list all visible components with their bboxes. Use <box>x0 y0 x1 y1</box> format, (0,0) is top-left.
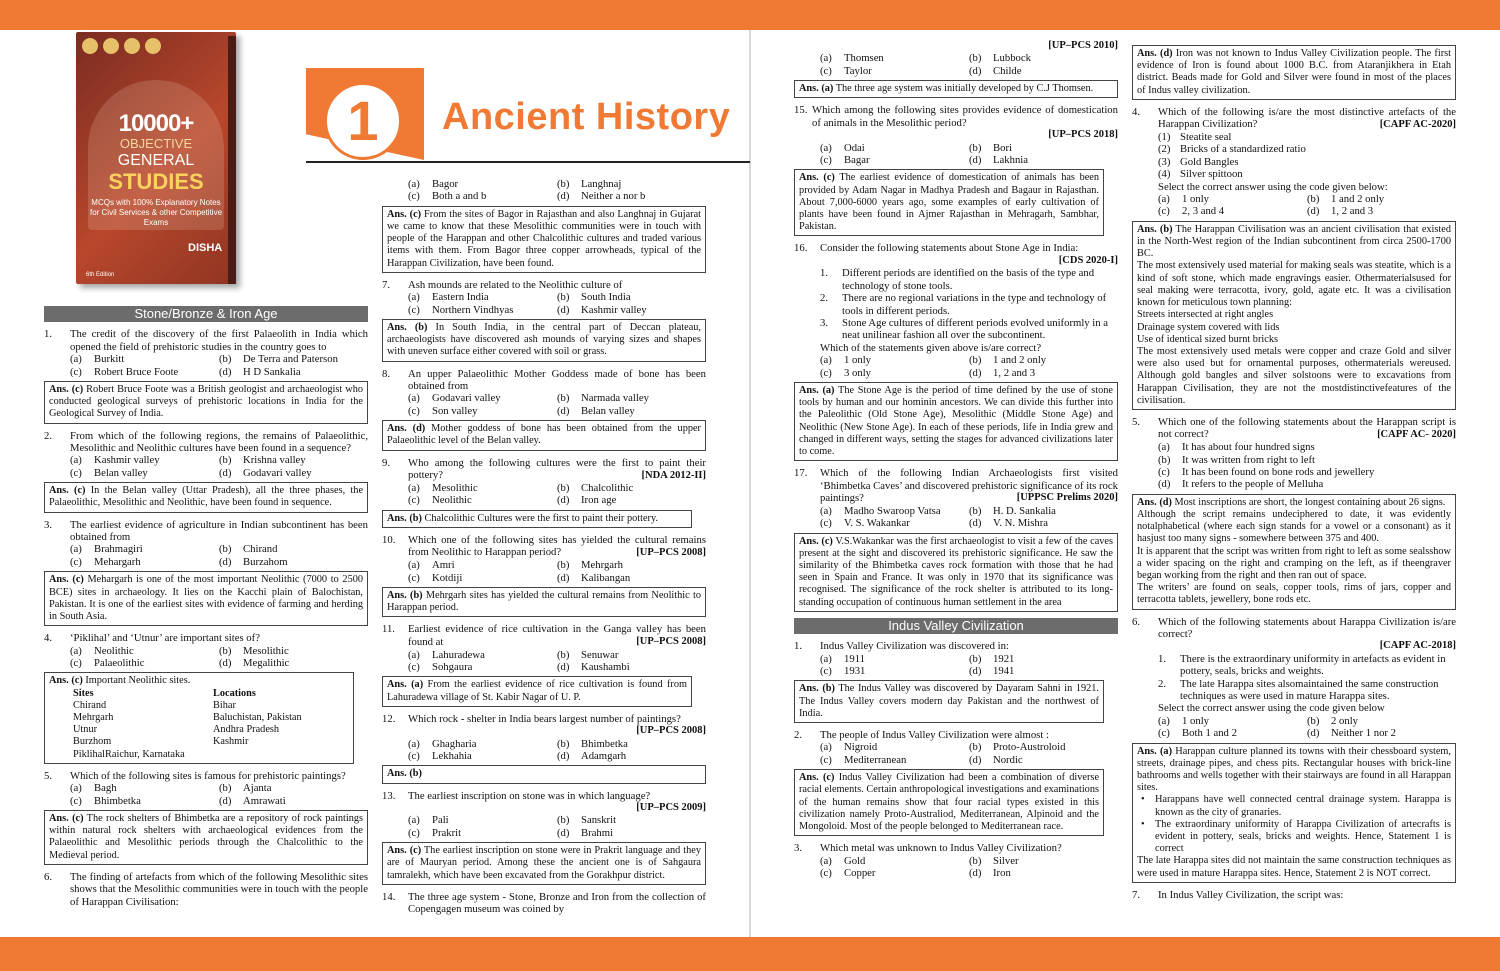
question-text: Which rock - shelter in India bears largest number of paintings? <box>408 712 681 725</box>
option-b: Silver <box>993 854 1019 867</box>
option-b: Sanskrit <box>581 814 617 827</box>
exam-source: [UP–PCS 2010] <box>1048 40 1118 51</box>
question-16: 16. Consider the following statements about Stone Age in India: [CDS 2020-I] 1. Different periods are identified on the basis of the type and technology of stone tools. 2. There are no regional variations in the type and technology of tools in different periods. 3. Stone Age cultures of different periods evolved uniformly in a neat unilinear fashion all over the subcontinent. Which of the statements given above is/are correct? (a) 1 only (b) 1 and 2 only (c) 3 only (d) 1, 2 and 3 Ans. (a) The Stone Age is the period of time defined by the use of stone tools by human and our hominin ancestors. We can divide this further into the Paleolithic (Old Stone Age), Mesolithic (Middle Stone Age) and Neolithic (New Stone Age). In each of these periods, life in India grew and changed in different ways, setting the stages for advanced civilizations later to come. <box>794 242 1118 461</box>
option-d: Lakhnia <box>993 154 1029 167</box>
question-text: From which of the following regions, the remains of Palaeolithic, Mesolithic and Neolithic cultures have been found in a sequence? <box>70 429 368 455</box>
question-7: 7. Ash mounds are related to the Neolithic culture of (a) Eastern India (b) South India (c) Northern Vindhyas (d) Kashmir valley Ans. (b) In South India, in the central part of Deccan plateau, archaeologists have discovered ash mounds of varying sizes and shapes with uneven surface either covered with soil or grass. <box>382 279 706 362</box>
option-a: 1911 <box>844 652 865 665</box>
option-d: 1941 <box>993 665 1015 678</box>
answer-box: Ans. (b) Chalcolithic Cultures were the first to paint their pottery. <box>382 510 692 528</box>
answer-box: Ans. (d) Most inscriptions are short, the longest containing about 26 signs. Although the script remains undeciphered to date, it was evidently notalphabetical (where each sign stands for a vowel or a consonant) as it hasjust too many signs - somewhere between 375 and 400. It is apparent that the script was written from right to left as some sealsshow a wider spacing on the right and cramping on the left, as if theengraver began working from the right and then ran out of space. The writers’ are found on seals, copper tools, rims of jars, copper and terracotta tablets, jewellery, bone rods etc. <box>1132 494 1456 610</box>
option-b: H. D. Sankalia <box>993 504 1056 517</box>
answer-box: Ans. (a) The three age system was initially developed by C.J Thomsen. <box>794 80 1118 98</box>
question-11: 11. Earliest evidence of rice cultivation in the Ganga valley has been found at [UP–PCS 2008] (a) Lahuradewa (b) Senuwar (c) Sohgaura (d) Kaushambi Ans. (a) From the earliest evidence of rice cultivation is found from Lahuradewa village of St. Kabir Nagar of U. P. <box>382 623 706 706</box>
option-c: 3 only <box>844 366 872 379</box>
option-b: 2 only <box>1331 714 1359 727</box>
question-17: 17. Which of the following Indian Archaeologists first visited ‘Bhimbetka Caves’ and discovered prehistoric significance of its rock paintings? [UPPSC Prelims 2020] (a) Madho Swaroop Vatsa (b) H. D. Sankalia (c) V. S. Wakankar (d) V. N. Mishra Ans. (c) V.S.Wakankar was the first archaeologist to visit a few of the caves present at the sight and discovered its prehistoric significance. He saw the similarity of the Bhimbetka caves rock formation with those that he had seen in Spain and France. It was only in 1970 that its significance was recognised. The significance of the rock shelter is attributed to its long-standing occupation of continuous human settlement in the area <box>794 467 1118 612</box>
book-cover-image <box>76 32 236 284</box>
option-a: Gold <box>844 854 866 867</box>
option-c: Taylor <box>844 64 872 77</box>
answer-box: Ans. (c) The earliest evidence of domestication of animals has been provided by Adam Nagar in Madhya Pradesh and Bagaur in Rajasthan. About 7,000-6000 years ago, some examples of early cultivation of plants have been found in Ajmer Rajasthan in Mehragarh, Sambhar, Pakistan. <box>794 169 1104 236</box>
answer-box: Ans. (b) The Indus Valley was discovered by Dayaram Sahni in 1921. The Indus Valley covers modern day Pakistan and the northwest of India. <box>794 680 1104 723</box>
option-d: Belan valley <box>581 404 635 417</box>
question-15: 15. Which among the following sites provides evidence of domestication of animals in the Mesolithic period? [UP–PCS 2018] (a) Odai (b) Bori (c) Bagar (d) Lakhnia Ans. (c) The earliest evidence of domestication of animals has been provided by Adam Nagar in Madhya Pradesh and Bagaur in Rajasthan. About 7,000-6000 years ago, some examples of early cultivation of plants have been found in Ajmer Rajasthan in Mehragarh, Sambhar, Pakistan. <box>794 104 1118 236</box>
answer-box: Ans. (c) Mehargarh is one of the most important Neolithic (7000 to 2500 BCE) sites in archaeology. It lies on the Kacchi plain of Balochistan, Pakistan. It is one of the earliest sites with evidence of farming and herding in South Asia. <box>44 571 368 626</box>
chapter-number: 1 <box>324 82 402 160</box>
option-a: Neolithic <box>94 644 134 657</box>
question-text: Which metal was unknown to Indus Valley Civilization? <box>820 842 1062 855</box>
question-text: The finding of artefacts from which of the following Mesolithic sites shows that the Mesolithic communities were in touch with the people of Harappan Civilisation: <box>70 870 368 908</box>
exam-source: [NDA 2012-II] <box>641 469 706 481</box>
section-heading-stone-age: Stone/Bronze & Iron Age <box>44 306 368 322</box>
option-d: Iron age <box>581 494 617 507</box>
bullet-icon: • <box>1141 794 1145 806</box>
option-d: Kalibangan <box>581 571 631 584</box>
cover-count: 10000+ <box>118 110 194 137</box>
question-text: The three age system - Stone, Bronze and Iron from the collection of Copengagen museum was coined by <box>408 890 706 916</box>
option-b: 1 and 2 only <box>1331 193 1385 206</box>
option-c: Mediterranean <box>844 753 907 766</box>
question-text: Who among the following cultures were the first to paint their pottery? <box>408 456 706 482</box>
option-d: Childe <box>993 64 1022 77</box>
question-text: Earliest evidence of rice cultivation in the Ganga valley has been found at <box>408 623 706 648</box>
answer-box: Ans. (a) Harappan culture planned its towns with their chessboard system, streets, drainage pipes, and chess pits. Rectangular houses with brick-line bathrooms and wells together with their stairways are found in all Harappan sites. • Harappans have well connected central drainage system. Harappa is known as the city of granaries. • The extraordinary uniformity of Harappa Civilization of artecrafts is evident in pottery, seals, bricks and weights. Hence, Statement 1 is correct The late Harappa sites did not maintain the same construction techniques as were used in mature Harappa sites. Hence, Statement 2 is NOT correct. <box>1132 743 1456 883</box>
option-b: Ajanta <box>243 782 272 795</box>
question-text: The credit of the discovery of the first Palaeolith in India which opened the field of prehistoric studies in the country goes to <box>70 328 368 353</box>
question-text: The earliest evidence of agriculture in Indian subcontinent has been obtained from <box>70 518 368 544</box>
iv-question-1: 1. Indus Valley Civilization was discovered in: (a) 1911 (b) 1921 (c) 1931 (d) 1941 Ans. (b) The Indus Valley was discovered by Dayaram Sahni in 1921. The Indus Valley covers modern day Pakistan and the northwest of India. <box>794 640 1118 723</box>
option-b: Mehrgarh <box>581 559 623 572</box>
answer-box: Ans. (c) Indus Valley Civilization had been a combination of diverse racial elements. Certain anthropological investigations and examinations of the human remains show that four racial types existed in this civilization namely Proto-Australiod, Mediterranean, Alpinoid and the Mongoloid. Most of the people belonged to Mediterranean race. <box>794 769 1104 836</box>
exam-source: [UP–PCS 2008] <box>636 546 706 558</box>
option-b: Chalcolithic <box>581 481 634 494</box>
option-b: South India <box>581 291 631 304</box>
column-2 <box>382 178 706 921</box>
exam-source: [CAPF AC- 2020] <box>1377 428 1456 440</box>
question-4: 4. ‘Piklihal’ and ‘Utnur’ are important sites of? (a) Neolithic (b) Mesolithic (c) Palaeolithic (d) Megalithic Ans. (c) Important Neolithic sites. Sites Locations Chirand Bihar Mehrgarh Baluchistan, Pakistan Utnur Andhra Pradesh Burzhom Kashmir PiklihalRaichur, Karnataka <box>44 632 368 764</box>
exam-source: [UP–PCS 2018] <box>1048 129 1118 141</box>
answer-box: Ans. (c) Robert Bruce Foote was a British geologist and archaeologist who conducted geological surveys of prehistoric locations in India for the Geological Survey of India. <box>44 381 368 424</box>
statement-1: Different periods are identified on the basis of the type and technology of stone tools. <box>842 267 1095 292</box>
option-c: Belan valley <box>94 466 148 479</box>
question-5: 5. Which of the following sites is famous for prehistoric paintings? (a) Bagh (b) Ajanta (c) Bhimbetka (d) Amrawati Ans. (c) The rock shelters of Bhimbetka are a repository of rock paintings within natural rock shelters with archaeological evidences from the Palaeolithic and Mesolithic periods through the Chalcolithic to the Medieval period. <box>44 770 368 865</box>
sites-table: Sites Locations Chirand Bihar Mehrgarh Baluchistan, Pakistan Utnur Andhra Pradesh Burzhom Kashmir PiklihalRaichur, Karnataka <box>73 687 302 760</box>
question-2: 2. From which of the following regions, the remains of Palaeolithic, Mesolithic and Neolithic cultures have been found in a sequence? (a) Kashmir valley (b) Krishna valley (c) Belan valley (d) Godavari valley Ans. (c) In the Belan valley (Uttar Pradesh), all the three phases, the Palaeolithic, Mesolithic and Neolithic, have been found in sequence. <box>44 430 368 513</box>
question-10: 10. Which one of the following sites has yielded the cultural remains from Neolithic to Harappan period? [UP–PCS 2008] (a) Amri (b) Mehrgarh (c) Kotdiji (d) Kalibangan Ans. (b) Mehrgarh sites has yielded the cultural remains from Neolithic to Harappan period. <box>382 534 706 617</box>
iv-question-3: 3. Which metal was unknown to Indus Valley Civilization? (a) Gold (b) Silver (c) Copper (d) Iron <box>794 842 1118 879</box>
publisher-logo: DISHA <box>188 242 223 254</box>
cover-edition: 6th Edition <box>86 272 115 278</box>
option-a: Kashmir valley <box>94 454 160 467</box>
iv-question-6: 6. Which of the following statements about Harappa Civilization is/are correct? [CAPF AC-2018] 1. There is the extraordinary uniformity in artefacts as evident in pottery, seals, bricks and weights. 2. The late Harappa sites alsomaintained the same construction techniques as were used in mature Harappa sites. Select the correct answer using the code given below (a) 1 only (b) 2 only (c) Both 1 and 2 (d) Neither 1 nor 2 Ans. (a) Harappan culture planned its towns with their chessboard system, streets, drainage pipes, and chess pits. Rectangular houses with brick-line bathrooms and wells together with their stairways are found in all Harappan sites. • Harappans have well connected central drainage system. Harappa is known as the city of granaries. • The extraordinary uniformity of Harappa Civilization of artecrafts is evident in pottery, seals, bricks and weights. Hence, Statement 1 is correct The late Harappa sites did not maintain the same construction techniques as were used in mature Harappa sites. Hence, Statement 2 is NOT correct. <box>1132 616 1456 883</box>
option-b: Lubbock <box>993 52 1031 65</box>
answer-box: Ans. (d) Mother goddess of bone has been obtained from the upper Palaeolithic level of the Belan valley. <box>382 420 706 450</box>
exam-source: [CAPF AC-2018] <box>1379 640 1456 652</box>
option-c: Son valley <box>432 404 478 417</box>
option-c: Palaeolithic <box>94 656 145 669</box>
option-a: 1 only <box>1182 714 1210 727</box>
answer-box: Ans. (c) In the Belan valley (Uttar Pradesh), all the three phases, the Palaeolithic, Mesolithic and Neolithic, have been found in sequence. <box>44 482 368 512</box>
option-d: Neither 1 nor 2 <box>1331 727 1396 740</box>
option-b: Bhimbetka <box>581 737 628 750</box>
page-gutter <box>749 30 751 937</box>
option-c: Robert Bruce Foote <box>94 365 179 378</box>
question-text: Which one of the following statements about the Harappan script is not correct? <box>1158 415 1456 441</box>
option-b: Langhnaj <box>581 178 622 190</box>
option-c: Both 1 and 2 <box>1182 727 1237 740</box>
exam-source: [UP–PCS 2009] <box>636 802 706 814</box>
option-d: Brahmi <box>581 826 614 839</box>
iv-question-5: 5. Which one of the following statements about the Harappan script is not correct? [CAPF AC- 2020] (a) It has about four hundred signs (b) It was written from right to left (c) It has been found on bone rods and jewellery (d) It refers to the people of Melluha Ans. (d) Most inscriptions are short, the longest containing about 26 signs. Although the script remains undeciphered to date, it was evidently notalphabetical (where each sign stands for a vowel or a consonant) as it hasjust too many signs - somewhere between 375 and 400. It is apparent that the script was written from right to left as some sealsshow a wider spacing on the right and cramping on the left, as if theengraver began working from the right and then ran out of space. The writers’ are found on seals, copper tools, rims of jars, copper and terracotta tablets, jewellery, bone rods etc. <box>1132 416 1456 610</box>
option-a: Bagh <box>94 782 117 795</box>
option-d: Megalithic <box>243 656 290 669</box>
question-1: 1. The credit of the discovery of the first Palaeolith in India which opened the field of prehistoric studies in the country goes to (a) Burkitt (b) De Terra and Paterson (c) Robert Bruce Foote (d) H D Sankalia Ans. (c) Robert Bruce Foote was a British geologist and archaeologist who conducted geological surveys of prehistoric locations in India for the Geological Survey of India. <box>44 328 368 423</box>
option-a: Odai <box>844 141 865 154</box>
answer-box: Ans. (c) V.S.Wakankar was the first archaeologist to visit a few of the caves present at the sight and discovered its prehistoric significance. He saw the similarity of the Bhimbetka caves rock formation with those that he had seen in Spain and France. It was only in 1970 that its significance was recognised. The significance of the rock shelter is attributed to its long-standing occupation of continuous human settlement in the area <box>794 533 1118 612</box>
option-a: Amri <box>432 559 455 572</box>
option-a: Madho Swaroop Vatsa <box>844 504 941 517</box>
option-b: Proto-Austroloid <box>993 741 1066 754</box>
answer-box: Ans. (d) Iron was not known to Indus Valley Civilization people. The first evidence of Iron is found about 1000 B.C. from Ataranjikhera in Etah district. Beads made for Gold and Silver were found in most of the places of Indus valley civilization. <box>1132 45 1456 100</box>
iv-question-7: 7. In Indus Valley Civilization, the script was: <box>1132 889 1456 901</box>
chapter-title: Ancient History <box>442 96 731 138</box>
question-6-options: (a) Bagor (b) Langhnaj (c) Both a and b (d) Neither a nor b Ans. (c) From the sites of Bagor in Rajasthan and also Langhnaj in Gujarat we came to know that these Mesolithic communities were in touch with people of the Harappan and other Chalcolithic cultures and traded various items with them. From Bagor three copper arrowheads, typical of the Harappan Civilization, have been found. <box>382 178 706 273</box>
question-text: The earliest inscription on stone was in which language? <box>408 789 651 802</box>
question-14-options: [UP–PCS 2010] (a) Thomsen (b) Lubbock (c) Taylor (d) Childe Ans. (a) The three age system was initially developed by C.J Thomsen. <box>794 40 1118 98</box>
cover-badges <box>82 38 161 54</box>
option-b: Mesolithic <box>243 644 289 657</box>
option-a: Nigroid <box>844 741 878 754</box>
question-13: 13. The earliest inscription on stone was in which language? [UP–PCS 2009] (a) Pali (b) Sanskrit (c) Prakrit (d) Brahmi Ans. (c) The earliest inscription on stone were in Prakrit language and they are of Mauryan period. Among these the ancient one is of Sahgaura tamralekh, which have been excavated from the Gorakhpur district. <box>382 790 706 885</box>
answer-box: Ans. (b) Mehrgarh sites has yielded the cultural remains from Neolithic to Harappan period. <box>382 587 706 617</box>
option-b: 1921 <box>993 652 1015 665</box>
option-c: Sohgaura <box>432 660 473 673</box>
question-text: ‘Piklihal’ and ‘Utnur’ are important sites of? <box>70 632 260 645</box>
book-spine <box>228 36 236 284</box>
exam-source: [CAPF AC-2020] <box>1379 118 1456 130</box>
option-b: Chirand <box>243 543 278 556</box>
chapter-rule <box>306 161 750 163</box>
option-b: 1 and 2 only <box>993 354 1047 367</box>
option-c: Lekhahia <box>432 750 472 763</box>
question-text: Indus Valley Civilization was discovered in: <box>820 640 1009 653</box>
option-c: Both a and b <box>432 190 487 203</box>
section-heading-indus-valley: Indus Valley Civilization <box>794 618 1118 634</box>
exam-source: [CDS 2020-I] <box>1058 254 1118 266</box>
answer-box: Ans. (c) The rock shelters of Bhimbetka are a repository of rock paintings within natural rock shelters with archaeological evidences from the Palaeolithic and Mesolithic periods through the Chalcolithic to the Medieval period. <box>44 810 368 865</box>
option-c: Bagar <box>844 154 870 167</box>
question-text: Which of the following sites is famous for prehistoric paintings? <box>70 769 346 782</box>
option-c: 2, 3 and 4 <box>1182 205 1225 218</box>
option-b: It was written from right to left <box>1182 453 1315 466</box>
exam-source: [UPPSC Prelims 2020] <box>1016 492 1118 504</box>
question-12: 12. Which rock - shelter in India bears largest number of paintings? [UP–PCS 2008] (a) Ghagharia (b) Bhimbetka (c) Lekhahia (d) Adamgarh Ans. (b) <box>382 713 706 784</box>
option-b: Senuwar <box>581 648 619 661</box>
option-d: Burzahom <box>243 555 288 568</box>
option-a: Eastern India <box>432 291 489 304</box>
option-a: 1 only <box>844 354 872 367</box>
question-8: 8. An upper Palaeolithic Mother Goddess made of bone has been obtained from (a) Godavari valley (b) Narmada valley (c) Son valley (d) Belan valley Ans. (d) Mother goddess of bone has been obtained from the upper Palaeolithic level of the Belan valley. <box>382 368 706 451</box>
question-text: In Indus Valley Civilization, the script was: <box>1158 888 1344 901</box>
question-14: 14. The three age system - Stone, Bronze and Iron from the collection of Copengagen museum was coined by <box>382 890 706 916</box>
bottom-orange-band <box>0 937 1500 971</box>
question-text: Which of the following is/are the most distinctive artefacts of the Harappan Civilization? <box>1158 105 1456 131</box>
option-c: V. S. Wakankar <box>844 517 910 530</box>
question-text: Which of the following Indian Archaeologists first visited ‘Bhimbetka Caves’ and discovered prehistoric significance of its rock paintings? <box>820 467 1118 504</box>
question-text: Consider the following statements about Stone Age in India: <box>820 242 1079 255</box>
iv-question-2: 2. The people of Indus Valley Civilization were almost : (a) Nigroid (b) Proto-Austroloid (c) Mediterranean (d) Nordic Ans. (c) Indus Valley Civilization had been a combination of diverse racial elements. Certain anthropological investigations and examinations of the human remains show that four racial types existed in this civilization namely Proto-Australiod, Mediterranean, Alpinoid and the Mongoloid. Most of the people belonged to Mediterranean race. <box>794 729 1118 836</box>
question-3: 3. The earliest evidence of agriculture in Indian subcontinent has been obtained from (a) Brahmagiri (b) Chirand (c) Mehargarh (d) Burzahom Ans. (c) Mehargarh is one of the most important Neolithic (7000 to 2500 BCE) sites in archaeology. It lies on the Kacchi plain of Balochistan, Pakistan. It is one of the earliest sites with evidence of farming and herding in South Asia. <box>44 519 368 626</box>
statement-3: Stone Age cultures of different periods evolved uniformly in a neat unilinear fashion all over the subcontinent. <box>842 316 1109 342</box>
top-orange-band <box>0 0 1500 30</box>
option-d: Nordic <box>993 753 1023 766</box>
answer-box: Ans. (c) From the sites of Bagor in Rajasthan and also Langhnaj in Gujarat we came to know that these Mesolithic communities were in touch with people of the Harappan and other Chalcolithic cultures and traded various items with them. From Bagor three copper arrowheads, typical of the Harappan Civilization, have been found. <box>382 206 706 273</box>
option-a: Brahmagiri <box>94 543 143 556</box>
iv-question-4: 4. Which of the following is/are the most distinctive artefacts of the Harappan Civilization? [CAPF AC-2020] (1) Steatite seal (2) Bricks of a standardized ratio (3) Gold Bangles (4) Silver spittoon Select the correct answer using the code given below: (a) 1 only (b) 1 and 2 only (c) 2, 3 and 4 (d) 1, 2 and 3 Ans. (b) The Harappan Civilisation was an ancient civilisation that existed in the North-West region of the Indian subcontinent from circa 2500-1700 BC. The most extensively used material for making seals was steatite, which is a kind of soft stone, which made engravings easier. Othermaterialsused for seal making were terracotta, ivory, gold, agate etc. It was a civilisation known for meticulous town planning: Streets intersected at right angles Drainage system covered with lids Use of identical sized burnt bricks The most extensively used metals were copper and craze Gold and silver were also used but for ornamental purposes, othermaterials wereused. Although gold bangles and silver solstoons were to excavations from Harappan Civilisation, they are not the mostdistinctivefeatures of the civilisation. <box>1132 106 1456 410</box>
exam-source: [UP–PCS 2008] <box>636 725 706 737</box>
question-6: 6. The finding of artefacts from which of the following Mesolithic sites shows that the Mesolithic communities were in touch with the people of Harappan Civilisation: <box>44 870 368 908</box>
option-d: It refers to the people of Melluha <box>1182 478 1324 491</box>
option-c: Neolithic <box>432 494 472 507</box>
question-text: The people of Indus Valley Civilization were almost : <box>820 729 1049 742</box>
option-b: Krishna valley <box>243 454 306 467</box>
option-a: Godavari valley <box>432 392 501 405</box>
option-c: Kotdiji <box>432 571 463 584</box>
option-a: Thomsen <box>844 52 884 65</box>
cover-general: GENERAL <box>117 152 195 169</box>
cover-subtitle: MCQs with 100% Explanatory Notes for Civil Services & other Competitive Exams <box>89 198 223 227</box>
option-c: It has been found on bone rods and jewellery <box>1182 465 1375 478</box>
option-d: V. N. Mishra <box>993 517 1049 530</box>
option-d: Adamgarh <box>581 750 627 763</box>
option-d: Kashmir valley <box>581 303 647 316</box>
question-text: An upper Palaeolithic Mother Goddess made of bone has been obtained from <box>408 367 706 393</box>
cover-studies: STUDIES <box>108 169 204 194</box>
question-text: Which one of the following sites has yielded the cultural remains from Neolithic to Harappan period? <box>408 533 706 559</box>
option-a: Lahuradewa <box>432 648 485 661</box>
option-c: Copper <box>844 867 876 880</box>
column-1 <box>44 306 368 913</box>
option-d: Amrawati <box>243 794 286 807</box>
option-c: Bhimbetka <box>94 794 141 807</box>
option-b: Narmada valley <box>581 392 649 405</box>
column-4 <box>1132 45 1456 906</box>
option-c: Northern Vindhyas <box>432 303 514 316</box>
option-a: Bagor <box>432 178 459 190</box>
question-9: 9. Who among the following cultures were the first to paint their pottery? [NDA 2012-II] (a) Mesolithic (b) Chalcolithic (c) Neolithic (d) Iron age Ans. (b) Chalcolithic Cultures were the first to paint their pottery. <box>382 457 706 528</box>
statement-2: There are no regional variations in the type and technology of tools in different periods. <box>842 292 1107 317</box>
option-d: 1, 2 and 3 <box>1331 205 1374 218</box>
option-c: 1931 <box>844 665 866 678</box>
option-d: 1, 2 and 3 <box>993 366 1036 379</box>
option-d: Iron <box>993 867 1011 880</box>
option-a: Mesolithic <box>432 481 478 494</box>
cover-objective: OBJECTIVE <box>119 136 193 151</box>
bullet-icon: • <box>1141 818 1145 830</box>
option-c: Prakrit <box>432 826 462 839</box>
question-text: Which of the following statements about Harappa Civilization is/are correct? <box>1158 615 1456 640</box>
answer-box: Ans. (b) <box>382 765 706 783</box>
question-text: Ash mounds are related to the Neolithic culture of <box>408 278 623 291</box>
option-d: Kaushambi <box>581 660 630 673</box>
column-3 <box>794 40 1118 885</box>
option-c: Mehargarh <box>94 555 141 568</box>
answer-box: Ans. (c) The earliest inscription on stone were in Prakrit language and they are of Mauryan period. Among these the ancient one is of Sahgaura tamralekh, which have been excavated from the Gorakhpur district. <box>382 842 706 885</box>
option-a: Burkitt <box>94 353 125 366</box>
option-a: Ghagharia <box>432 737 477 750</box>
option-a: Pali <box>432 814 449 827</box>
answer-box: Ans. (b) In South India, in the central part of Deccan plateau, archaeologists have discovered ash mounds of varying sizes and shapes with uneven surface either covered with soil or grass. <box>382 319 706 362</box>
option-b: De Terra and Paterson <box>243 353 338 366</box>
answer-box: Ans. (b) The Harappan Civilisation was an ancient civilisation that existed in the North-West region of the Indian subcontinent from circa 2500-1700 BC. The most extensively used material for making seals was steatite, which is a kind of soft stone, which made engravings easier. Othermaterialsused for seal making were terracotta, ivory, gold, agate etc. It was a civilisation known for meticulous town planning: Streets intersected at right angles Drainage system covered with lids Use of identical sized burnt bricks The most extensively used metals were copper and craze Gold and silver were also used but for ornamental purposes, othermaterials wereused. Although gold bangles and silver solstoons were to excavations from Harappan Civilisation, they are not the mostdistinctivefeatures of the civilisation. <box>1132 221 1456 410</box>
exam-source: [UP–PCS 2008] <box>636 636 706 648</box>
option-d: Neither a nor b <box>581 190 646 203</box>
option-b: Bori <box>993 141 1013 154</box>
option-d: H D Sankalia <box>243 365 301 378</box>
option-d: Godavari valley <box>243 466 312 479</box>
option-a: 1 only <box>1182 193 1210 206</box>
question-text: Which among the following sites provides evidence of domestication of animals in the Mesolithic period? <box>812 104 1118 129</box>
answer-box: Ans. (a) The Stone Age is the period of time defined by the use of stone tools by human and our hominin ancestors. We can divide this further into the Paleolithic (Old Stone Age), Mesolithic (Middle Stone Age) and Neolithic (New Stone Age). In each of these periods, life in India grew and changed in different ways, setting the stages for advanced civilizations later to come. <box>794 382 1118 461</box>
answer-box: Ans. (a) From the earliest evidence of rice cultivation is found from Lahuradewa village of St. Kabir Nagar of U. P. <box>382 676 692 706</box>
answer-box: Ans. (c) Important Neolithic sites. Sites Locations Chirand Bihar Mehrgarh Baluchistan, Pakistan Utnur Andhra Pradesh Burzhom Kashmir PiklihalRaichur, Karnataka <box>44 672 354 763</box>
option-a: It has about four hundred signs <box>1182 441 1315 454</box>
